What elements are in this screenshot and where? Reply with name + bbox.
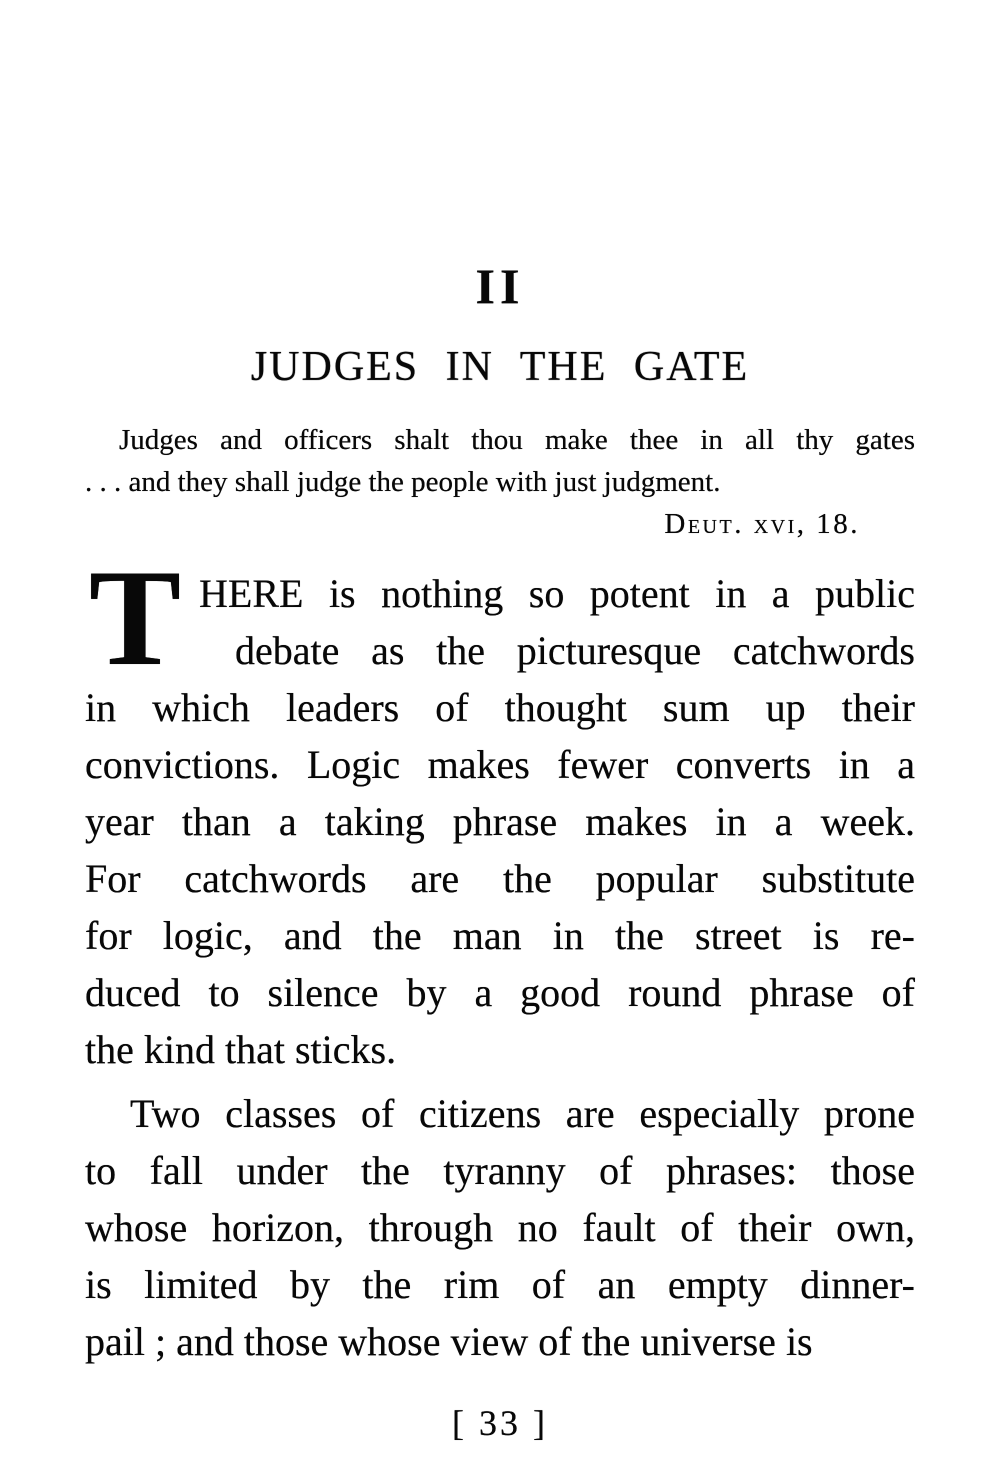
body-line: Two classes of citizens are especially prone (130, 1091, 915, 1136)
page-number: [ 33 ] (452, 1403, 548, 1443)
body-line: to fall under the tyranny of phrases: those (85, 1148, 915, 1193)
body-line: convictions. Logic makes fewer converts in a (85, 742, 915, 787)
body-line: pail ; and those whose view of the universe is (85, 1319, 813, 1364)
chapter-title: JUDGES IN THE GATE (250, 344, 750, 390)
body-line: whose horizon, through no fault of their own, (85, 1205, 915, 1250)
epigraph-attribution: Deut. xvi, 18. (664, 508, 860, 540)
paragraph (85, 541, 915, 1078)
epigraph (85, 419, 915, 545)
body-line: is limited by the rim of an empty dinner- (85, 1262, 915, 1307)
body-line: for logic, and the man in the street is re- (85, 913, 915, 958)
body-line: year than a taking phrase makes in a week. (85, 799, 915, 844)
body-line: the kind that sticks. (85, 1027, 397, 1072)
drop-cap: T (89, 541, 182, 694)
body-line: debate as the picturesque catchwords (235, 628, 915, 673)
body-line: in which leaders of thought sum up their (85, 685, 915, 730)
body-line: HERE is nothing so potent in a public (199, 571, 915, 616)
paragraph (85, 1085, 915, 1370)
body-line: duced to silence by a good round phrase of (85, 970, 915, 1015)
epigraph-line: . . . and they shall judge the people with just judgment. (85, 466, 721, 498)
body-text (85, 541, 915, 1370)
body-line: For catchwords are the popular substitute (85, 856, 915, 901)
chapter-number: II (475, 258, 525, 314)
epigraph-line: Judges and officers shalt thou make thee in all thy gates (119, 424, 915, 456)
epigraph-text (85, 419, 915, 503)
